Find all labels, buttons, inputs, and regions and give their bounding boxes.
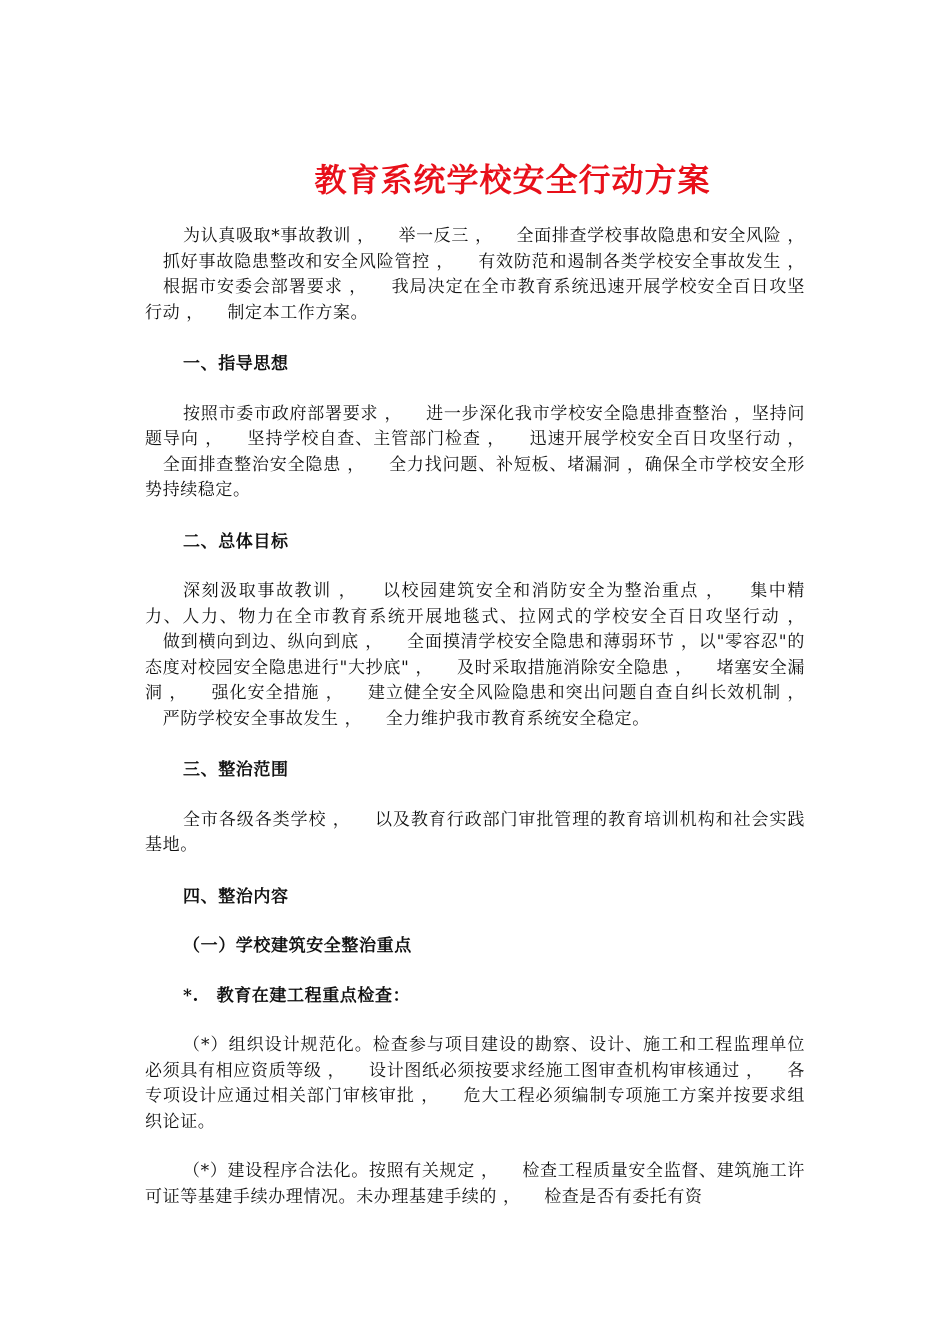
page-title: 教育系统学校安全行动方案 <box>314 161 711 199</box>
section-heading-guiding-ideology: 一、指导思想 <box>183 354 289 374</box>
section-paragraph-overall-goal: 深刻汲取事故教训 ， 以校园建筑安全和消防安全为整治重点 ， 集中精力、人力、物力在全市教育系统开展地毯式、拉网式的学校安全百日攻坚行动 ， 做到横向到边、纵向到底 ， 全面摸清学校安全隐患和薄弱环节 ，以"零容忍"的态度对校园安全隐患进行"大抄底" ， 及时采取措施消除安全隐患 ， 堵塞安全漏洞 ， 强化安全措施 ， 建立健全安全风险隐患和突出问题自查自纠长效机制 ， 严防学校安全事故发生 ， 全力维护我市教育系统安全稳定。 <box>145 581 805 729</box>
section-heading-content: 四、整治内容 <box>183 886 289 907</box>
subsection-heading-building-safety: （一）学校建筑安全整治重点 <box>183 936 412 956</box>
section-paragraph-scope: 全市各级各类学校 ， 以及教育行政部门审批管理的教育培训机构和社会实践基地。 <box>145 809 805 855</box>
section-heading-overall-goal: 二、总体目标 <box>183 531 289 552</box>
document-body <box>145 224 805 1210</box>
item-paragraph-procedure: （*）建设程序合法化。按照有关规定 ， 检查工程质量安全监督、建筑施工许可证等基建手续办理情况。未办理基建手续的 ， 检查是否有委托有资 <box>145 1161 805 1207</box>
section-heading-scope: 三、整治范围 <box>183 760 289 780</box>
item-heading-construction-inspection: *. 教育在建工程重点检查： <box>183 985 411 1006</box>
intro-paragraph: 为认真吸取*事故教训 ， 举一反三 ， 全面排查学校事故隐患和安全风险 ， 抓好事故隐患整改和安全风险管控 ， 有效防范和遏制各类学校安全事故发生 ， 根据市安委会部署要求 ， 我局决定在全市教育系统迅速开展学校安全百日攻坚行动 ， 制定本工作方案。 <box>145 226 806 323</box>
section-paragraph-guiding-ideology: 按照市委市政府部署要求 ， 进一步深化我市学校安全隐患排查整治 ，坚持问题导向 ， 坚持学校自查、主管部门检查 ， 迅速开展学校安全百日攻坚行动 ， 全面排查整治安全隐患 ， 全力找问题、补短板、堵漏洞 ，确保全市学校安全形势持续稳定。 <box>145 403 805 500</box>
item-paragraph-design: （*）组织设计规范化。检查参与项目建设的勘察、设计、施工和工程监理单位必须具有相应资质等级 ， 设计图纸必须按要求经施工图审查机构审核通过 ， 各专项设计应通过相关部门审核审批 ， 危大工程必须编制专项施工方案并按要求组织论证。 <box>145 1035 805 1132</box>
